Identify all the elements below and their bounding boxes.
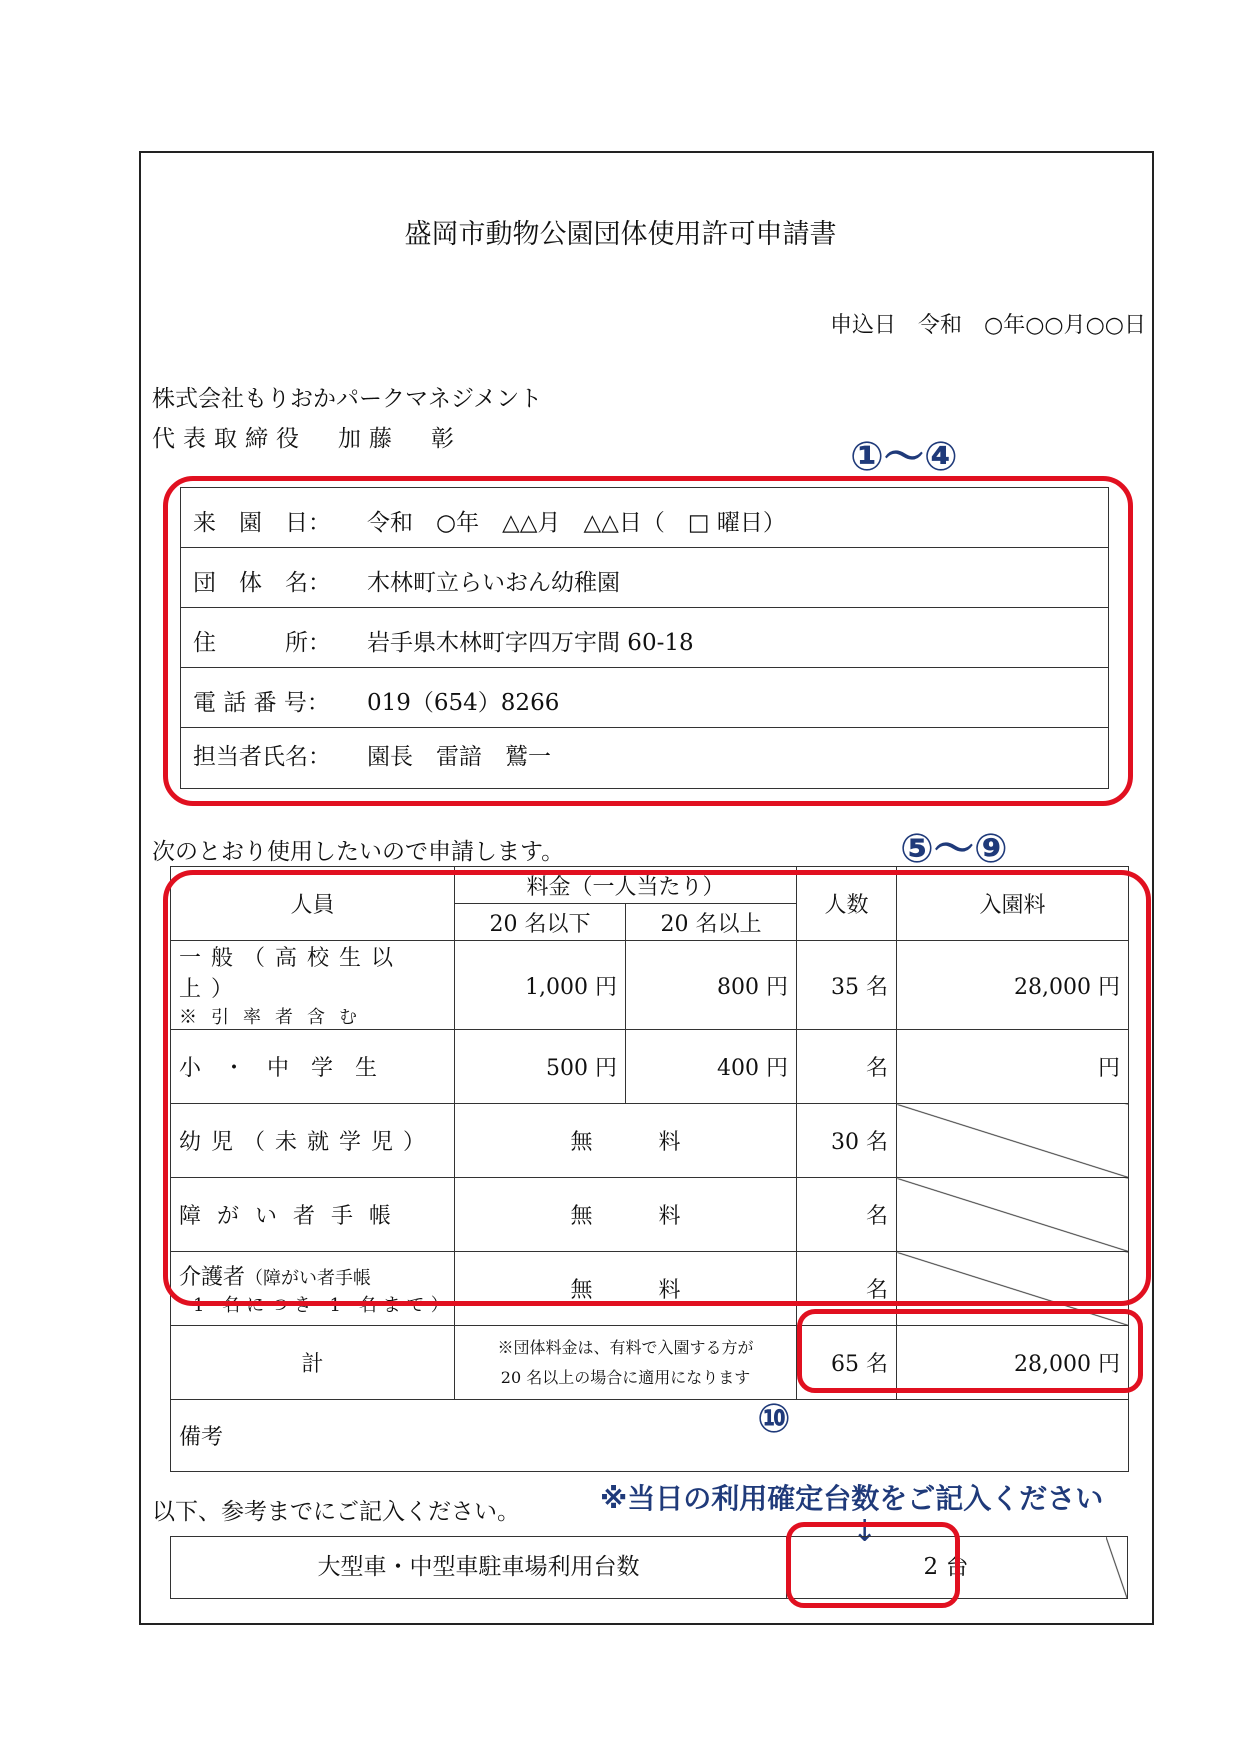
contact-person-label: 担当者氏名： <box>193 744 331 770</box>
parking-crossed-cell <box>1106 1537 1127 1598</box>
badge-1-4: ①～④ <box>850 434 958 480</box>
phone-label: 電 話 番 号： <box>193 690 330 716</box>
parking-box <box>170 1536 1128 1599</box>
header-under20: 20 名以下 <box>455 904 626 941</box>
highlight-box-parking <box>786 1522 960 1608</box>
total-amount[interactable]: 28,000 円 <box>897 1326 1129 1400</box>
general-over20-fee: 800 円 <box>626 941 797 1030</box>
badge-5-9: ⑤～⑨ <box>900 826 1008 872</box>
parking-notice: ※当日の利用確定台数をご記入ください <box>600 1482 1104 1515</box>
category-caregiver-small: （障がい者手帳 <box>245 1268 372 1289</box>
general-count[interactable]: 35 名 <box>797 941 897 1030</box>
address-label: 住 所： <box>193 630 331 656</box>
highlight-box-1-4 <box>163 476 1133 806</box>
highlight-box-10 <box>797 1309 1143 1393</box>
parking-value: 2 台 <box>923 1554 969 1580</box>
header-count: 人数 <box>797 867 897 941</box>
student-total[interactable]: 円 <box>897 1030 1129 1104</box>
address-value[interactable]: 岩手県木林町字四万宇間 60-18 <box>367 630 694 656</box>
caregiver-count[interactable]: 名 <box>797 1252 897 1326</box>
recipient-representative: 代表取締役 加藤 彰 <box>152 426 462 452</box>
header-person: 人員 <box>171 867 455 941</box>
arrow-down-icon: ↓ <box>852 1514 878 1549</box>
group-fee-note-line2: 20 名以上の場合に適用になります <box>500 1367 751 1387</box>
preschool-fee: 無 料 <box>455 1104 797 1178</box>
total-label: 計 <box>171 1326 455 1400</box>
application-date: 申込日 令和 ○年○○月○○日 <box>830 313 1146 338</box>
badge-10: ⑩ <box>757 1396 791 1442</box>
disability-count[interactable]: 名 <box>797 1178 897 1252</box>
category-student: 小・中学生 <box>171 1030 455 1104</box>
category-disability: 障がい者手帳 <box>171 1178 455 1252</box>
student-under20-fee: 500 円 <box>455 1030 626 1104</box>
remarks-field[interactable] <box>171 1400 1129 1472</box>
header-admission: 入園料 <box>897 867 1129 941</box>
category-general-sub: ※引率者含む <box>179 1007 371 1028</box>
student-count[interactable]: 名 <box>797 1030 897 1104</box>
category-general-label: 一般（高校生以上） <box>179 946 404 1002</box>
caregiver-fee: 無 料 <box>455 1252 797 1326</box>
reference-text: 以下、参考までにご記入ください。 <box>152 1499 520 1525</box>
parking-label: 大型車・中型車駐車場利用台数 <box>171 1537 787 1598</box>
disability-fee: 無 料 <box>455 1178 797 1252</box>
visit-date-label: 来 園 日： <box>193 510 331 536</box>
general-under20-fee: 1,000 円 <box>455 941 626 1030</box>
remarks-row <box>171 1400 1129 1472</box>
total-count[interactable]: 65 名 <box>797 1326 897 1400</box>
header-fee: 料金（一人当たり） <box>455 867 797 904</box>
form-title: 盛岡市動物公園団体使用許可申請書 <box>404 219 837 250</box>
phone-value[interactable]: 019（654）8266 <box>367 690 560 716</box>
category-preschool: 幼児（未就学児） <box>171 1104 455 1178</box>
group-fee-note <box>455 1326 797 1400</box>
contact-person-value[interactable]: 園長 雷諳 鷲一 <box>367 744 551 770</box>
category-caregiver-line2: 1 名につき 1 名まで） <box>193 1295 455 1316</box>
recipient-company: 株式会社もりおかパークマネジメント <box>152 386 543 412</box>
general-total[interactable]: 28,000 円 <box>897 941 1129 1030</box>
header-over20: 20 名以上 <box>626 904 797 941</box>
student-over20-fee: 400 円 <box>626 1030 797 1104</box>
intro-text: 次のとおり使用したいので申請します。 <box>152 839 565 865</box>
preschool-count[interactable]: 30 名 <box>797 1104 897 1178</box>
group-fee-note-line1: ※団体料金は、有料で入園する方が <box>497 1337 754 1357</box>
highlight-box-5-9 <box>163 870 1151 1306</box>
category-caregiver-main: 介護者 <box>179 1265 246 1290</box>
visit-date-value[interactable]: 令和 ○年 △△月 △△日（ □ 曜日） <box>367 510 786 536</box>
group-name-value[interactable]: 木林町立らいおん幼稚園 <box>367 570 620 596</box>
group-name-label: 団 体 名： <box>193 570 331 596</box>
remarks-label: 備考 <box>179 1425 224 1450</box>
